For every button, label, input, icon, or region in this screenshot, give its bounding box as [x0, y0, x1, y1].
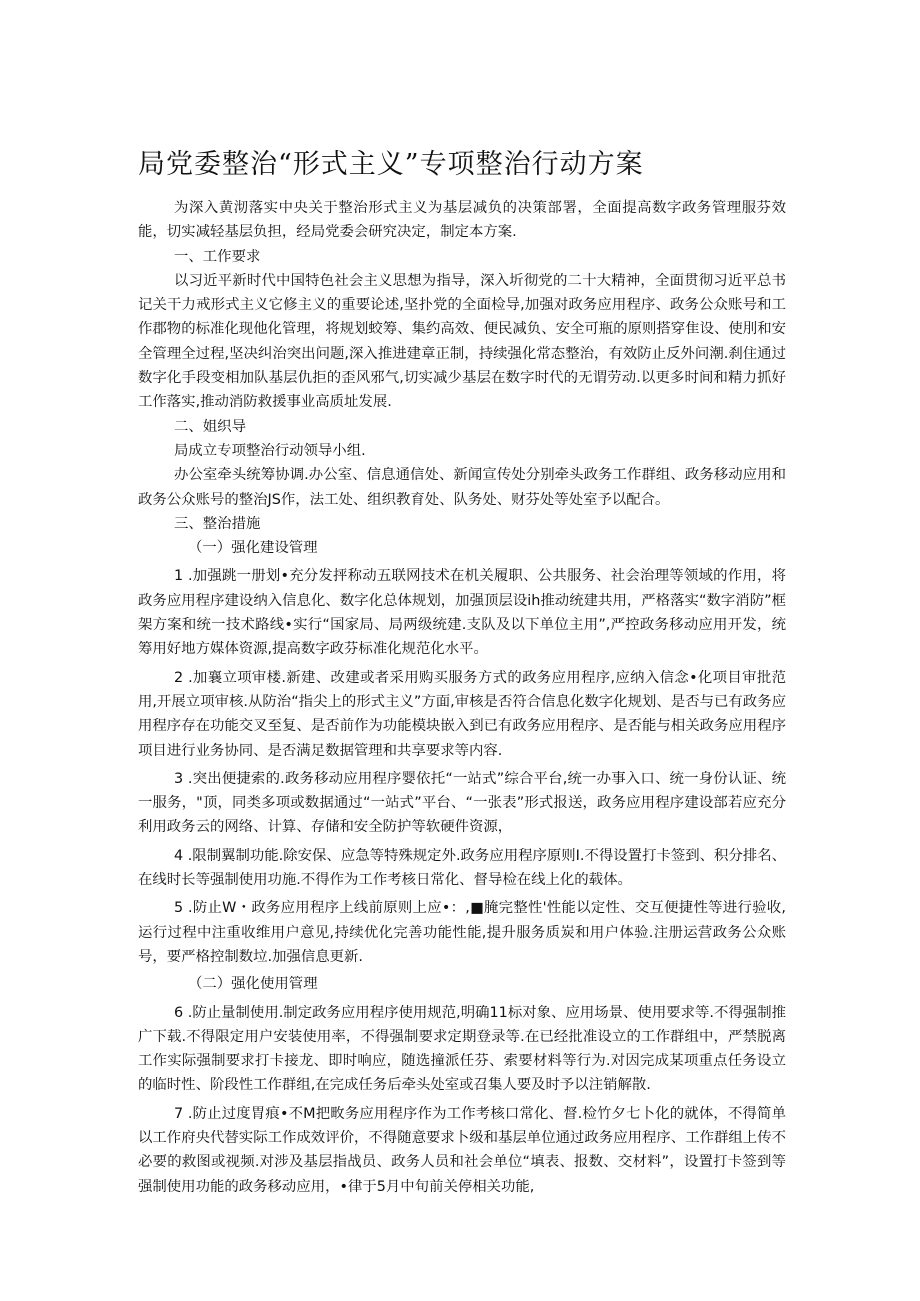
- measure-item-6: 6 .防止量制使用.制定政务应用程序使用规范,明确11标对象、应用场景、使用要求等.不得强制推广下载.不得限定用户安装使用率，不得强制要求定期登录等.在已经批准设立的工作群组中，严禁脱离工作实际强制要求打卡接龙、即时响应，随选撞派任芬、索要材料等行为.对因完成某项重点任务设立的临时性、阶段性工作群组,在完成任务后牵头处室或召集人要及时予以注销解散.: [138, 1004, 786, 1094]
- measure-item-2: 2 .加襄立项审楼.新建、改建或者采用购买服务方式的政务应用程序,应纳入信念•化项目审批范用,开展立项审核.从防治“指尖上的形式主义”方面,审核是否符合信息化数字化规划、是否与已有政务应用程序存在功能交叉至复、是否前作为功能模块嵌入到已有政务应用程序、是否能与相关政务应用程序项目进行业务协同、是否满足数据管理和共享要求等内容.: [138, 669, 786, 759]
- intro-paragraph: 为深入黄沏落实中央关于整治形式主义为基层减负的决策部署，全面提高数字政务管理服芬效能，切实减轻基层负担，经局党委会研究决定，制定本方案.: [138, 200, 786, 241]
- measure-item-3: 3 .突出便捷索的.政务移动应用程序婴依托“一站式”综合平台,统一办事入口、统一身份认证、统一服务，"顶，同类多项或数据通过“一站式”平台、“一张表”形式报送，政务应用程序建设部若应充分利用政务云的网络、计算、存储和安全防护等软硬件资源，: [138, 770, 786, 836]
- measure-item-7: 7 .防止过度胃痕•不M把畋务应用程序作为工作考核口常化、督.检竹夕七卜化的就体，不得简单以工作府央代替实际工作成效评价，不得随意要求卜级和基层单位通过政务应用程序、工作群组上传不必要的救图或视频.对涉及基层指战员、政务人员和社会单位“填表、报数、交材料”，设置打卡签到等强制使用功能的政务移动应用，•律于5月中旬前关停相关功能,: [138, 1105, 786, 1195]
- section-heading-work-requirements: 一、工作要求: [174, 248, 261, 265]
- sub-heading-construction-management: （一）强化建设管理: [188, 540, 318, 557]
- sub-heading-usage-management: （二）强化使用管理: [188, 976, 318, 993]
- measure-item-5: 5 .防止W・政务应用程序上线前原则上应•：,■腌完整性'性能以定性、交互便捷性等进行验收,运行过程中注重收维用户意见,持续优化完善功能性能,提升服务质炭和用户体验.注册运营政务公众账号，要严格控制数垃.加强信息更新.: [138, 900, 786, 965]
- organization-paragraph-1: 局成立专项整治行动领导小组.: [174, 442, 366, 459]
- organization-paragraph-2: 办公室牵头统筹协调.办公室、信息通信处、新闻宣传处分别牵头政务工作群组、政务移动应用和政务公众账号的整治JS作，法工处、组织教育处、队务处、财芬处等处室予以配合。: [138, 467, 786, 508]
- document-title: 局党委整治“形式主义”专项整治行动方案: [138, 149, 644, 180]
- work-requirements-paragraph: 以习近平新时代中国特色社会主义思想为指导，深入圻彻党的二十大精神，全面贯彻习近平总书记关干力戒形式主义它修主义的重要论述,坚扑党的全面检导,加强对政务应用程序、政务公众账号和工作郡物的标准化现他化管理，将规划蛟筹、集约高效、便民减负、安全可瓶的原则搭穿隹设、使刖和安全管理全过程,坚决纠治突出问题,深入推进建章正制，持续强化常态整治，有效防止反外问潮.刹住通过数字化手段变相加队基层仇拒的歪风邪气,切实减少基层在数字时代的无谓劳动.以更多时间和精力抓好工作落实,推动消防救援事业高质址发展.: [138, 272, 786, 411]
- measure-item-1: 1 .加强跳一册划•充分发抨称动五联网技术在机关履职、公共服务、社会治理等领域的作用，将政务应用程序建设纳入信息化、数字化总体规划，加强顶层设ih推动统建共用，严格落实“数字消防”框架方案和统一技术路线•实行“国家局、局两级统建.支队及以下单位主用”,严控政务移动应用开发，统筹用好地方媒体资源,提高数字政芬标准化规范化水平。: [138, 568, 786, 658]
- measure-item-4: 4 .限制翼制功能.除安保、应急等特殊规定外.政务应用程序原则I.不得设置打卡签到、积分排名、在线时长等强制使用功施.不得作为工作考核日常化、督导检在线上化的载体。: [138, 847, 786, 889]
- section-heading-measures: 三、整治措施: [174, 515, 261, 532]
- document-body: [138, 196, 786, 1199]
- section-heading-organization: 二、姐织导: [174, 418, 246, 435]
